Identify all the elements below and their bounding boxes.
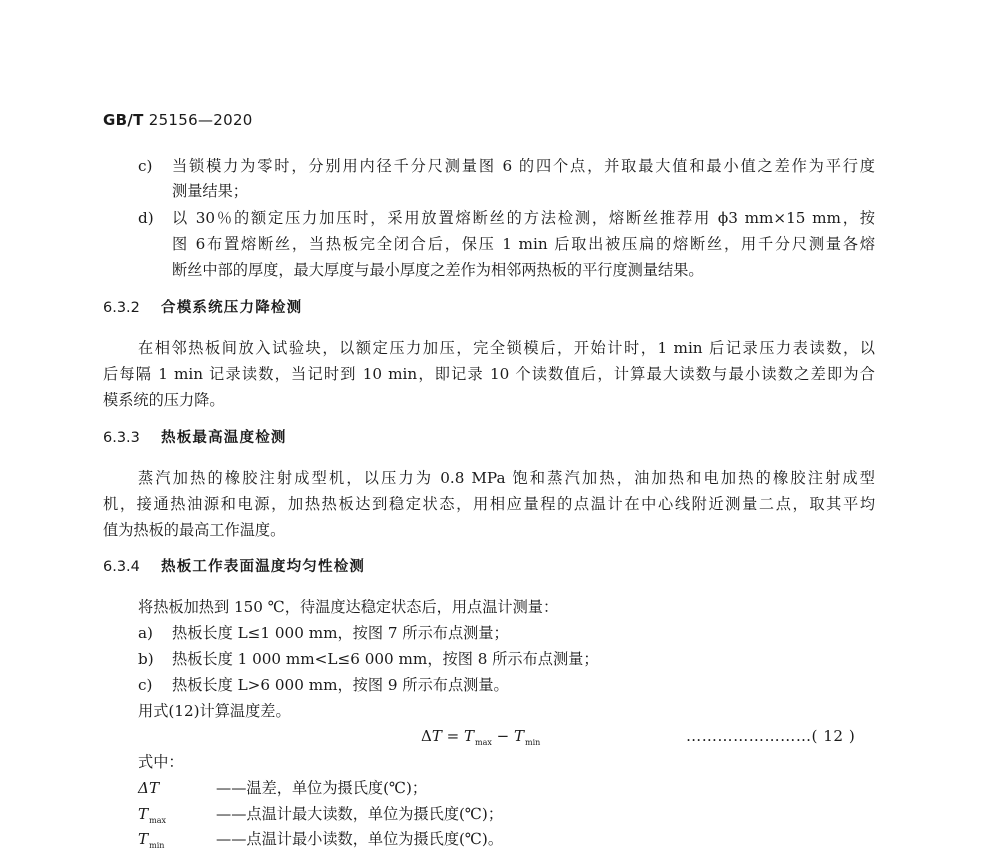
standard-prefix: GB/T: [103, 111, 144, 129]
section-heading-6-3-4: [103, 557, 365, 577]
standard-header: [103, 111, 253, 129]
definition-t-min: [138, 829, 503, 852]
standard-number: 25156—2020: [148, 111, 253, 129]
definition-subscript: min: [149, 841, 165, 850]
equation-number: ……………………( 12 ): [686, 727, 856, 745]
definition-symbol: T: [138, 805, 149, 823]
list-marker-c: c): [138, 157, 153, 175]
formula-intro: 用式(12)计算温度差。: [138, 702, 291, 720]
list-marker-c2: c): [138, 676, 153, 694]
definition-symbol: ΔT: [138, 779, 160, 797]
formula-12: $\Delta T = T_{max} - T_{min}$: [421, 727, 541, 747]
section-6-3-2-line-3: 模系统的压力降。: [103, 391, 225, 409]
list-item-c-line-1: 当锁模力为零时，分别用内径千分尺测量图 6 的四个点，并取最大值和最小值之差作为平行度: [172, 157, 875, 175]
list-item-c-line-2: 测量结果；: [172, 182, 248, 200]
section-6-3-3-line-3: 值为热板的最高工作温度。: [103, 521, 286, 539]
list-item-a: 热板长度 L≤1 000 mm，按图 7 所示布点测量；: [172, 624, 509, 642]
section-6-3-4-intro: 将热板加热到 150 ℃，待温度达稳定状态后，用点温计测量：: [138, 598, 559, 616]
list-item-d-line-2: 图 6布置熔断丝，当热板完全闭合后，保压 1 min 后取出被压扁的熔断丝，用千分尺测量各熔: [172, 235, 875, 253]
list-marker-b: b): [138, 650, 154, 668]
section-6-3-2-line-1: 在相邻热板间放入试验块，以额定压力加压，完全锁模后，开始计时，1 min 后记录压力表读数，以: [138, 339, 875, 357]
section-number: 6.3.2: [103, 300, 140, 316]
section-title: 热板最高温度检测: [161, 430, 287, 446]
definition-t-max: [138, 804, 503, 827]
section-title: 热板工作表面温度均匀性检测: [161, 559, 366, 575]
section-number: 6.3.4: [103, 559, 140, 575]
section-6-3-2-line-2: 后每隔 1 min 记录读数，当记时到 10 min，即记录 10 个读数值后，计算最大读数与最小读数之差即为合: [103, 365, 875, 383]
definition-text: ——点温计最小读数，单位为摄氏度(℃)。: [216, 830, 504, 848]
list-item-c2: 热板长度 L>6 000 mm，按图 9 所示布点测量。: [172, 676, 509, 694]
definition-text: ——温差，单位为摄氏度(℃)；: [216, 779, 428, 797]
definition-subscript: max: [149, 816, 167, 825]
list-item-b: 热板长度 1 000 mm<L≤6 000 mm，按图 8 所示布点测量；: [172, 650, 599, 668]
list-item-d-line-1: 以 30％的额定压力加压时，采用放置熔断丝的方法检测，熔断丝推荐用 ϕ3 mm×15 mm，按: [172, 209, 875, 227]
section-title: 合模系统压力降检测: [161, 300, 303, 316]
section-heading-6-3-2: [103, 298, 302, 318]
section-6-3-3-line-2: 机，接通热油源和电源，加热热板达到稳定状态，用相应量程的点温计在中心线附近测量二点，取其平均: [103, 495, 875, 513]
list-marker-d: d): [138, 209, 154, 227]
list-item-d-line-3: 断丝中部的厚度，最大厚度与最小厚度之差作为相邻两热板的平行度测量结果。: [172, 261, 704, 279]
section-6-3-3-line-1: 蒸汽加热的橡胶注射成型机，以压力为 0.8 MPa 饱和蒸汽加热，油加热和电加热的橡胶注射成型: [138, 469, 875, 487]
section-number: 6.3.3: [103, 430, 140, 446]
list-marker-a: a): [138, 624, 153, 642]
definition-text: ——点温计最大读数，单位为摄氏度(℃)；: [216, 805, 504, 823]
where-label: 式中：: [138, 753, 184, 771]
definition-delta-t: [138, 778, 427, 798]
section-heading-6-3-3: [103, 428, 287, 448]
definition-symbol: T: [138, 830, 149, 848]
